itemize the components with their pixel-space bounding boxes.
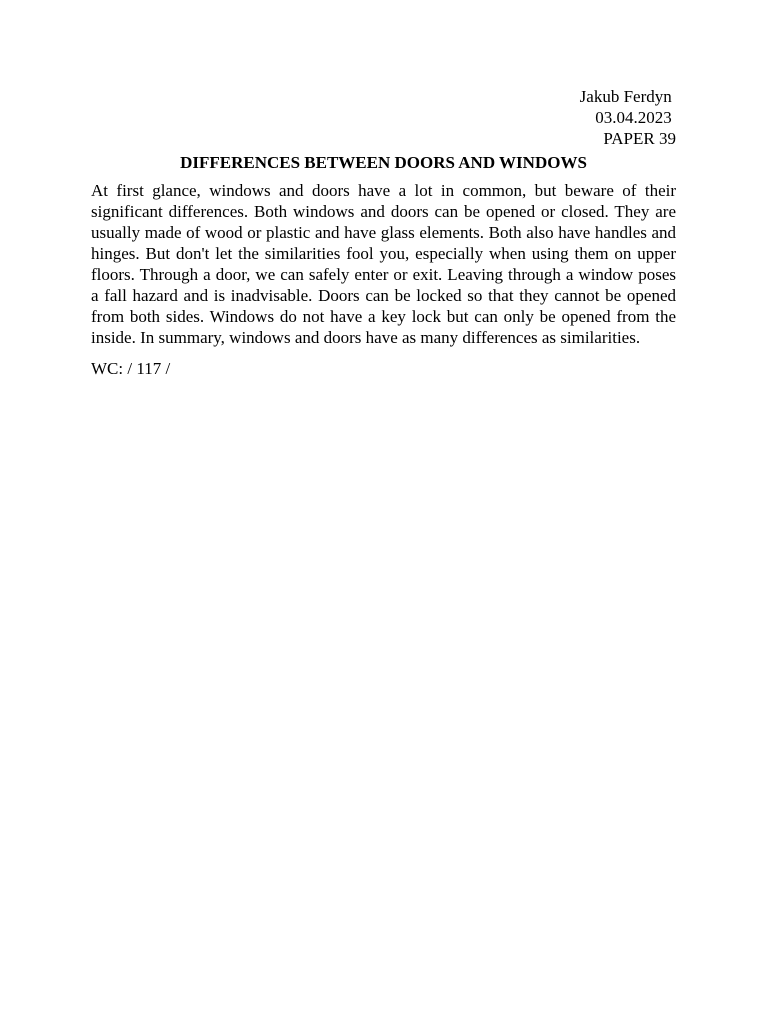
body-paragraph: At first glance, windows and doors have a lot in common, but beware of their significant differences. Both windows and doors can be opened or closed. They are usually made of wood or plastic and have glass elements. Both also have handles and hinges. But don't let the similarities fool you, especially when using them on upper floors. Through a door, we can safely enter or exit. Leaving through a window poses a fall hazard and is inadvisable. Doors can be locked so that they cannot be opened from both sides. Windows do not have a key lock but can only be opened from the inside. In summary, windows and doors have as many differences as similarities. (91, 181, 676, 347)
document-page (91, 86, 676, 379)
document-date: 03.04.2023 (595, 108, 676, 127)
paper-number: PAPER 39 (603, 129, 676, 148)
document-header (91, 86, 676, 149)
word-count: WC: / 117 / (91, 359, 171, 378)
document-title: DIFFERENCES BETWEEN DOORS AND WINDOWS (180, 153, 587, 172)
author-name: Jakub Ferdyn (579, 87, 676, 106)
